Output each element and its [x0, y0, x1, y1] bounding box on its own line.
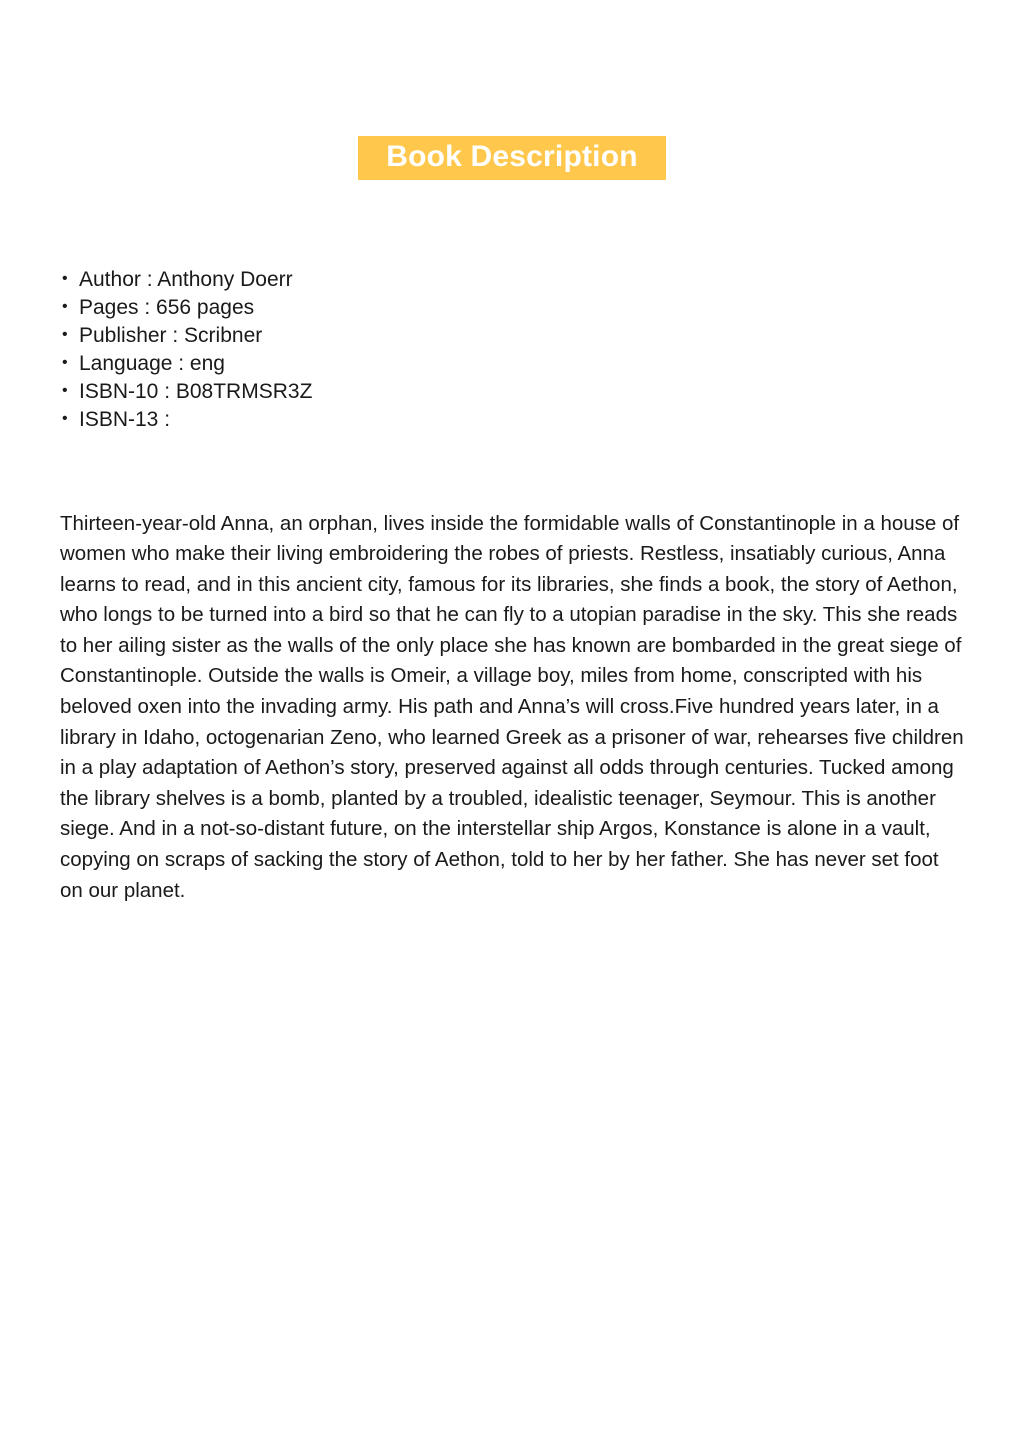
list-item: • ISBN-10 : B08TRMSR3Z: [62, 378, 962, 406]
list-item: • Publisher : Scribner: [62, 322, 962, 350]
page-title: Book Description: [358, 136, 666, 180]
book-metadata-list: [62, 266, 962, 434]
list-item: • Language : eng: [62, 350, 962, 378]
book-description-text: Thirteen-year-old Anna, an orphan, lives inside the formidable walls of Constantinople in a house of women who make their living embroidering the robes of priests. Restless, insatiably curious, Anna learns to read, and in this ancient city, famous for its libraries, she finds a book, the story of Aethon, who longs to be turned into a bird so that he can fly to a utopian paradise in the sky. This she reads to her ailing sister as the walls of the only place she has known are bombarded in the great siege of Constantinople. Outside the walls is Omeir, a village boy, miles from home, conscripted with his beloved oxen into the invading army. His path and Anna’s will cross.Five hundred years later, in a library in Idaho, octogenarian Zeno, who learned Greek as a prisoner of war, rehearses five children in a play adaptation of Aethon’s story, preserved against all odds through centuries. Tucked among the library shelves is a bomb, planted by a troubled, idealistic teenager, Seymour. This is another siege. And in a not-so-distant future, on the interstellar ship Argos, Konstance is alone in a vault, copying on scraps of sacking the story of Aethon, told to her by her father. She has never set foot on our planet.: [60, 511, 964, 902]
list-item: • Author : Anthony Doerr: [62, 266, 962, 294]
page-title-container: [0, 136, 1024, 180]
list-item: • ISBN-13 :: [62, 406, 962, 434]
list-item: • Pages : 656 pages: [62, 294, 962, 322]
